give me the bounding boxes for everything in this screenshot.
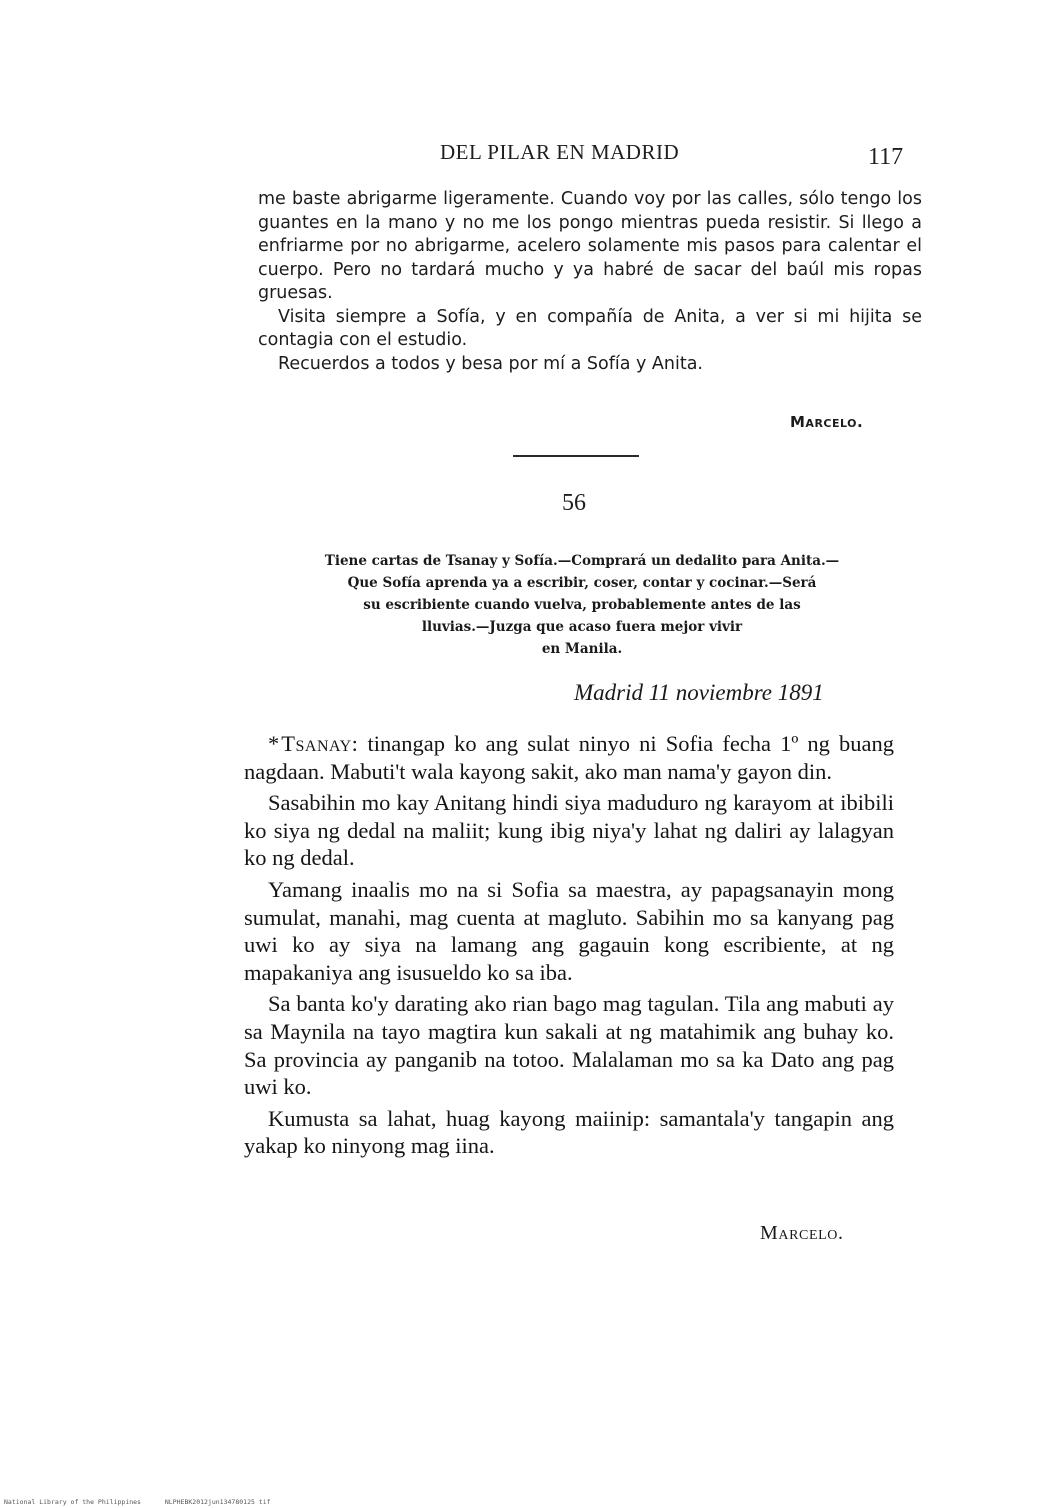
- summary-line: Tiene cartas de Tsanay y Sofía.—Comprará un dedalito para Anita.—: [324, 553, 840, 569]
- letter-paragraph: Sasabihin mo kay Anitang hindi siya maduduro ng karayom at ibibili ko siya ng dedal na maliit; kung ibig niya'y lahat ng daliri ay lalagyan ko ng dedal.: [244, 790, 894, 871]
- footer-file-id: NLPHEBK2012jun134780125 tif: [164, 1498, 271, 1506]
- summary-line: lluvias.—Juzga que acaso fuera mejor vivir: [421, 619, 743, 635]
- summary-line: su escribiente cuando vuelva, probablemente antes de las: [363, 597, 801, 613]
- section-divider: [513, 455, 639, 457]
- scan-footer: [4, 1498, 291, 1506]
- letter-signature: [760, 1222, 844, 1245]
- summary-line: en Manila.: [541, 641, 623, 657]
- letter-body: [244, 730, 894, 1164]
- previous-letter-signature-text: Marcelo.: [790, 413, 864, 431]
- letter-salutation: Tsanay:: [281, 731, 359, 756]
- footer-library: National Library of the Philippines: [4, 1498, 141, 1506]
- running-head: DEL PILAR EN MADRID: [440, 140, 680, 164]
- previous-letter-paragraph: Visita siempre a Sofía, y en compañía de Anita, a ver si mi hijita se contagia con el estudio.: [258, 306, 922, 350]
- summary-line: Que Sofía aprenda ya a escribir, coser, contar y cocinar.—Será: [347, 575, 817, 591]
- previous-letter-signature: [790, 413, 863, 431]
- letter-signature-text: Marcelo.: [760, 1222, 844, 1244]
- previous-letter-paragraph: me baste abrigarme ligeramente. Cuando voy por las calles, sólo tengo los guantes en la mano y no me los pongo mientras pueda resistir. Si llego a enfriarme por no abrigarme, acelero solamente mis pasos para calentar el cuerpo. Pero no tardará mucho y ya habré de sacar del baúl mis ropas gruesas.: [258, 189, 922, 303]
- previous-letter-continuation: [258, 188, 922, 376]
- footnote-asterisk: *: [268, 731, 280, 756]
- letter-paragraph: Yamang inaalis mo na si Sofia sa maestra, ay papagsanayin mong sumulat, manahi, mag cuenta at magluto. Sabihin mo sa kanyang pag uwi ko ay siya na lamang ang gagauin kong escribiente, at ng mapakaniya ang isusueldo ko sa iba.: [244, 876, 894, 985]
- letter-dateline: Madrid 11 noviembre 1891: [574, 680, 824, 705]
- letter-paragraph: Kumusta sa lahat, huag kayong maiinip: samantala'y tangapin ang yakap ko ninyong mag iina.: [244, 1105, 894, 1159]
- letter-first-paragraph-text: tinangap ko ang sulat ninyo ni Sofia fecha 1º ng buang nagdaan. Mabuti't wala kayong sakit, ako man nama'y gayon din.: [244, 731, 894, 784]
- letter-paragraph: Sa banta ko'y darating ako rian bago mag tagulan. Tila ang mabuti ay sa Maynila na tayo magtira kun sakali at ng matahimik ang buhay ko. Sa provincia ay panganib na totoo. Malalaman mo sa ka Dato ang pag uwi ko.: [244, 991, 894, 1100]
- letter-paragraph: [244, 730, 894, 785]
- previous-letter-paragraph: Recuerdos a todos y besa por mí a Sofía y Anita.: [278, 353, 703, 374]
- page-number: 117: [868, 144, 904, 170]
- letter-summary: [252, 550, 912, 660]
- letter-number: 56: [562, 490, 586, 516]
